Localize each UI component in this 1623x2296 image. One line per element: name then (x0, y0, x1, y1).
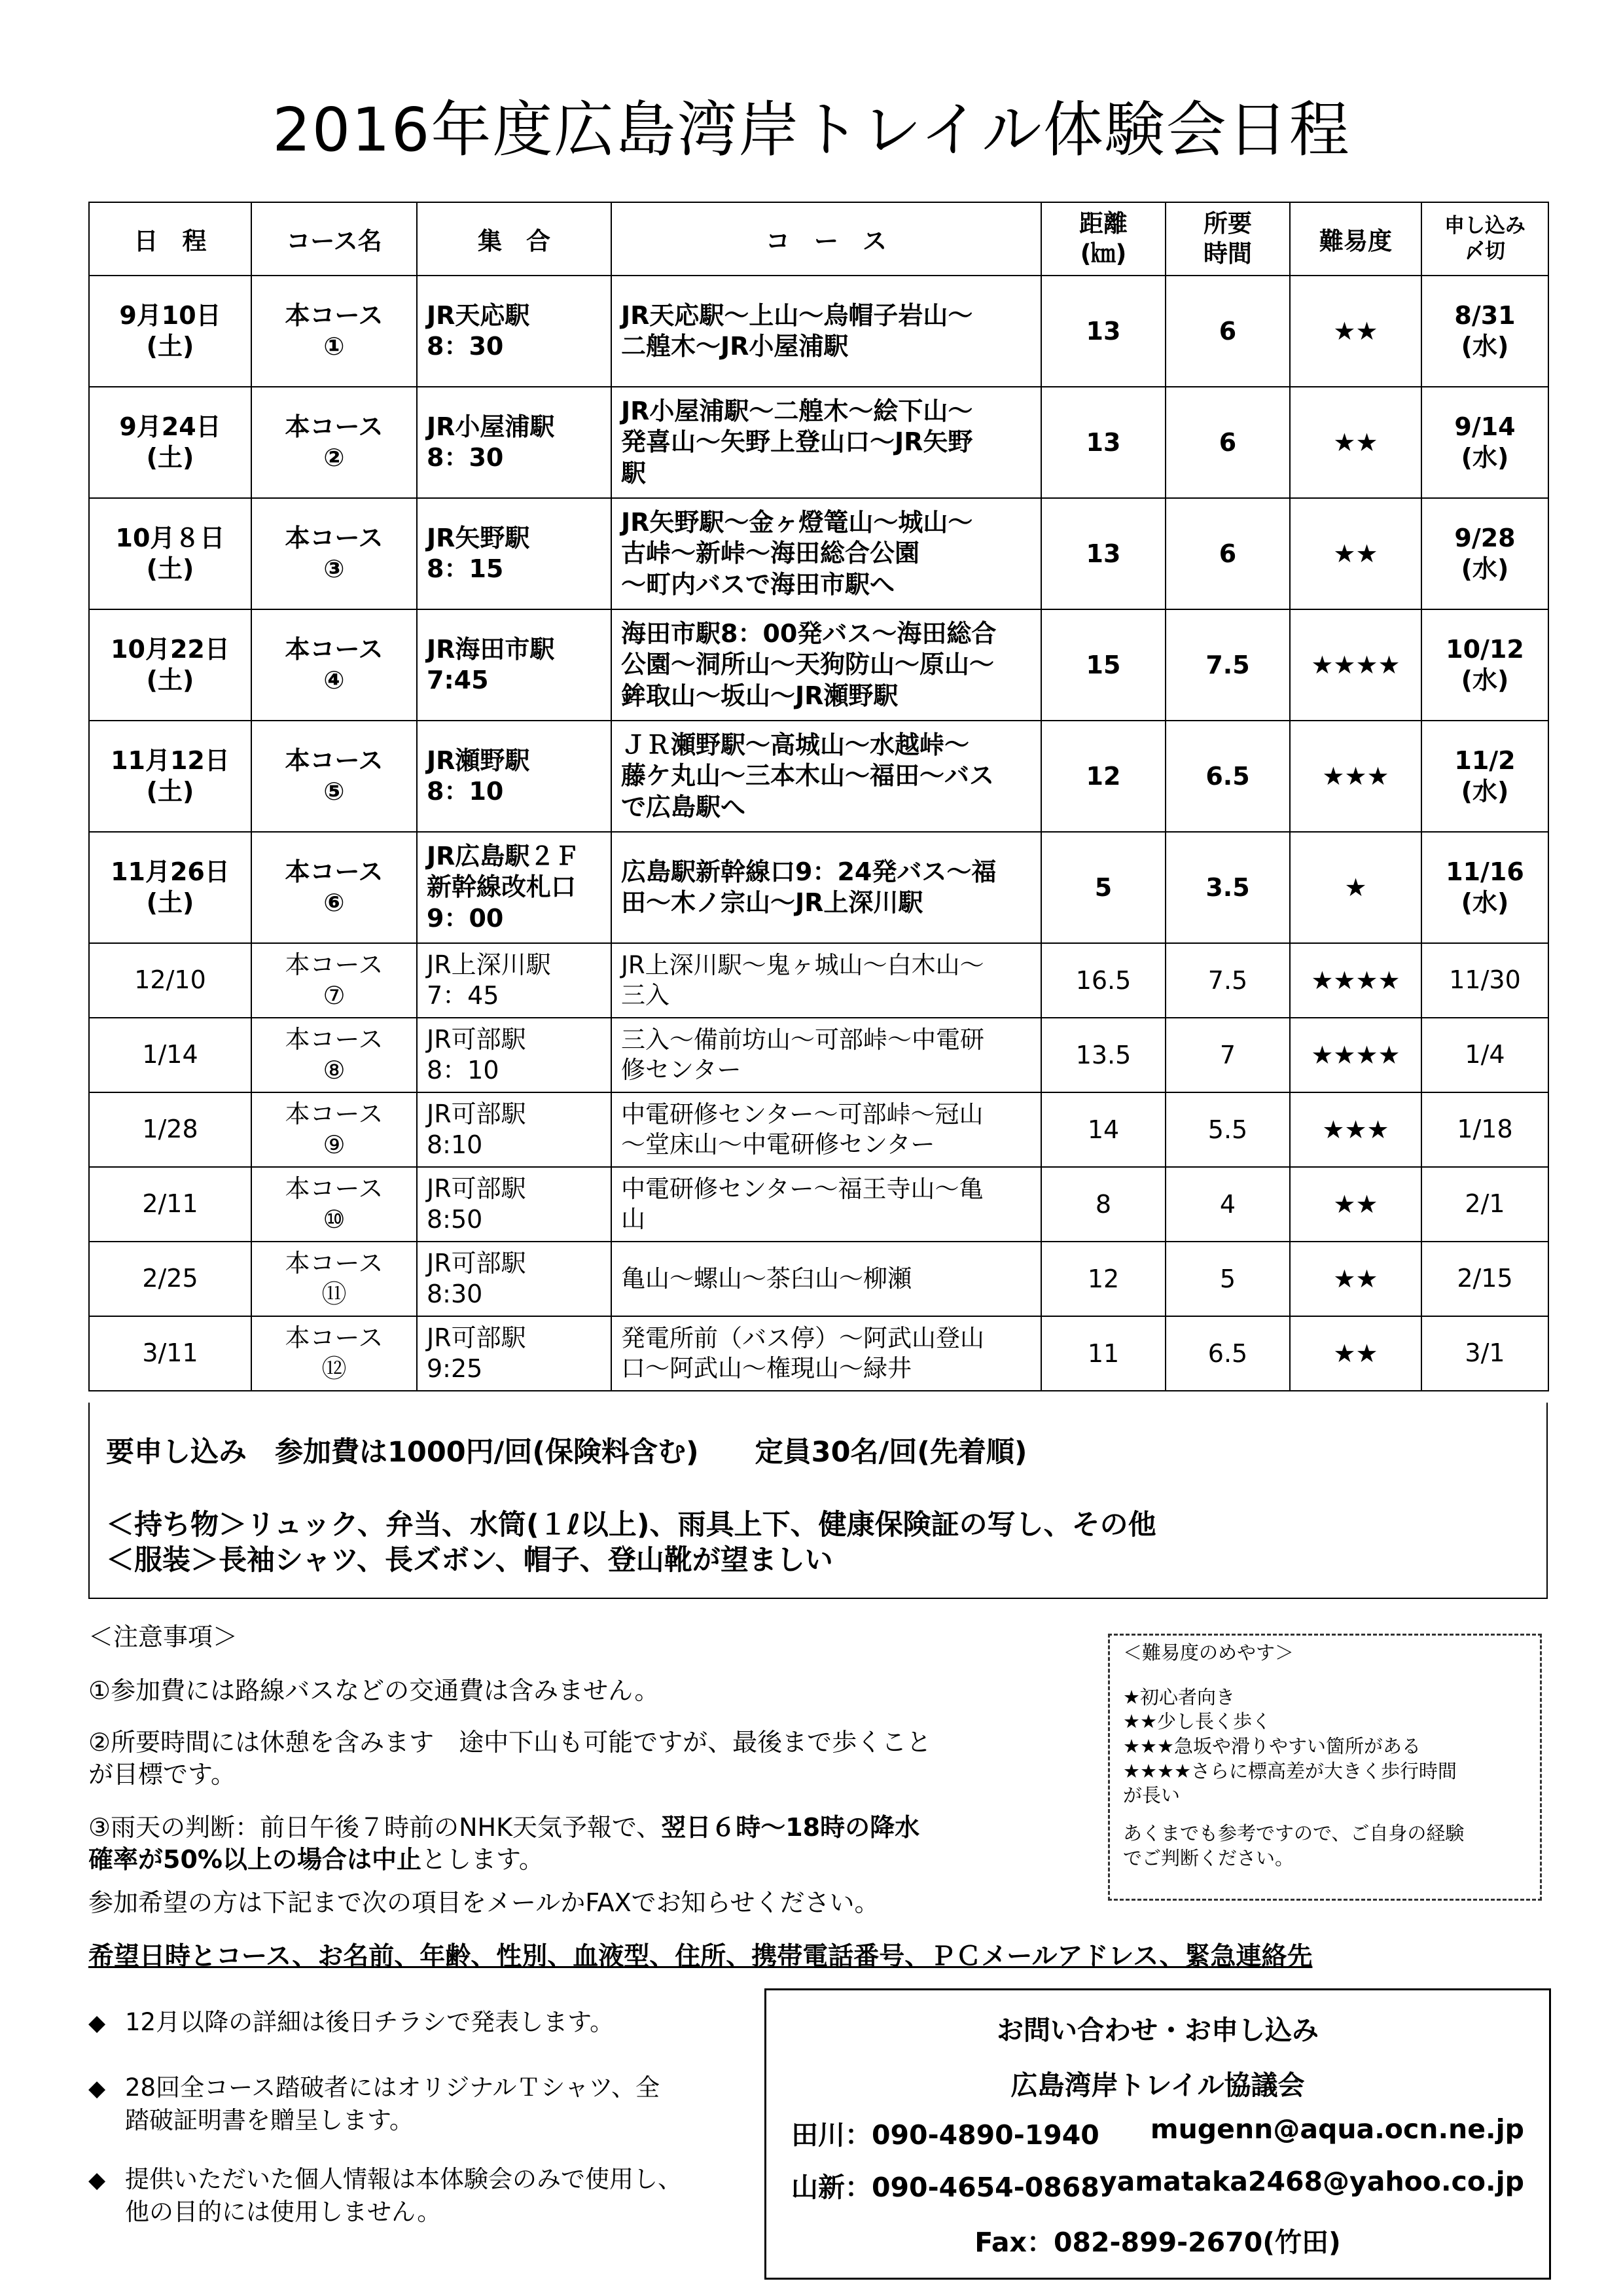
row-date: 10月22日 (土) (89, 609, 251, 721)
row-distance: 11 (1041, 1316, 1166, 1391)
contact-phone-2: 山新：090-4654-0868 (791, 2172, 1099, 2203)
row-difficulty: ★★ (1290, 387, 1421, 498)
apply-instruction: 参加希望の方は下記まで次の項目をメールかFAXでお知らせください。 (88, 1888, 880, 1917)
row-meeting-point: JR可部駅 8：10 (417, 1018, 611, 1092)
row-distance: 12 (1041, 1242, 1166, 1316)
row-deadline: 11/30 (1421, 943, 1548, 1018)
contact-email-1[interactable]: mugenn@aqua.ocn.ne.jp (1150, 2113, 1524, 2145)
row-deadline: 3/1 (1421, 1316, 1548, 1391)
table-row (89, 1167, 1548, 1242)
row-course-name: 本コース ⑩ (251, 1167, 417, 1242)
row-meeting-point: JR可部駅 8:10 (417, 1092, 611, 1167)
contact-phone-1: 田川：090-4890-1940 (791, 2119, 1099, 2151)
row-deadline: 10/12 (水) (1421, 609, 1548, 721)
row-deadline: 11/2 (水) (1421, 721, 1548, 832)
diamond-icon: ◆ (88, 2010, 106, 2036)
row-course-name: 本コース ⑧ (251, 1018, 417, 1092)
row-meeting-point: JR瀬野駅 8：10 (417, 721, 611, 832)
row-date: 2/25 (89, 1242, 251, 1316)
row-time: 6.5 (1166, 1316, 1290, 1391)
diamond-icon: ◆ (88, 2167, 106, 2193)
table-row (89, 387, 1548, 498)
row-course-name: 本コース ⑨ (251, 1092, 417, 1167)
diamond-icon: ◆ (88, 2075, 106, 2102)
row-distance: 8 (1041, 1167, 1166, 1242)
row-distance: 13 (1041, 387, 1166, 498)
bullet-1-text: 12月以降の詳細は後日チラシで発表します。 (125, 2008, 615, 2036)
row-course-route: 発電所前（バス停）～阿武山登山 口～阿武山～権現山～緑井 (611, 1316, 1041, 1391)
row-course-route: JR天応駅～上山～烏帽子岩山～ 二艎木～JR小屋浦駅 (611, 276, 1041, 387)
table-row (89, 1018, 1548, 1092)
schedule-table (88, 202, 1549, 1391)
row-meeting-point: JR可部駅 9:25 (417, 1316, 611, 1391)
row-date: 2/11 (89, 1167, 251, 1242)
row-difficulty: ★★★★ (1290, 609, 1421, 721)
note-1: ①参加費には路線バスなどの交通費は含みません。 (88, 1676, 660, 1705)
row-difficulty: ★★ (1290, 276, 1421, 387)
row-deadline: 1/4 (1421, 1018, 1548, 1092)
bullet-2 (88, 2072, 660, 2137)
row-time: 5.5 (1166, 1092, 1290, 1167)
row-date: 11月12日 (土) (89, 721, 251, 832)
row-course-name: 本コース ⑫ (251, 1316, 417, 1391)
row-difficulty: ★★★ (1290, 1092, 1421, 1167)
row-time: 3.5 (1166, 832, 1290, 943)
row-date: 1/14 (89, 1018, 251, 1092)
difficulty-level-4: ★★★★さらに標高差が大きく歩行時間 が長い (1123, 1759, 1457, 1807)
row-date: 10月８日 (土) (89, 498, 251, 609)
row-time: 4 (1166, 1167, 1290, 1242)
row-deadline: 2/1 (1421, 1167, 1548, 1242)
row-deadline: 9/14 (水) (1421, 387, 1548, 498)
row-distance: 5 (1041, 832, 1166, 943)
row-meeting-point: JR海田市駅 7:45 (417, 609, 611, 721)
notes-heading: ＜注意事項＞ (88, 1623, 238, 1651)
note-3-a: ③雨天の判断：前日午後７時前のNHK天気予報で、 (88, 1813, 662, 1842)
table-row (89, 1316, 1548, 1391)
row-distance: 13 (1041, 276, 1166, 387)
row-difficulty: ★★★ (1290, 721, 1421, 832)
clothes-line: ＜服装＞長袖シャツ、長ズボン、帽子、登山靴が望ましい (106, 1544, 833, 1577)
difficulty-guide-heading: ＜難易度のめやす＞ (1123, 1641, 1294, 1664)
header-course-name: コース名 (251, 202, 417, 276)
row-difficulty: ★★★★ (1290, 1018, 1421, 1092)
row-time: 6.5 (1166, 721, 1290, 832)
contact-email-2[interactable]: yamataka2468@yahoo.co.jp (1099, 2166, 1524, 2197)
row-difficulty: ★★★★ (1290, 943, 1421, 1018)
row-deadline: 11/16 (水) (1421, 832, 1548, 943)
row-time: 7.5 (1166, 943, 1290, 1018)
row-course-route: 中電研修センター～福王寺山～亀 山 (611, 1167, 1041, 1242)
fee-line: 要申し込み 参加費は1000円/回(保険料含む) 定員30名/回(先着順) (106, 1436, 1027, 1469)
required-fields: 希望日時とコース、お名前、年齢、性別、血液型、住所、携帯電話番号、ＰＣメールアドレス、緊急連絡先 (88, 1942, 1313, 1971)
row-course-name: 本コース ⑥ (251, 832, 417, 943)
header-distance: 距離 (㎞) (1041, 202, 1166, 276)
row-time: 6 (1166, 276, 1290, 387)
row-deadline: 2/15 (1421, 1242, 1548, 1316)
contact-heading: お問い合わせ・お申し込み (997, 2015, 1319, 2046)
row-date: 12/10 (89, 943, 251, 1018)
row-course-route: ＪＲ瀬野駅～高城山～水越峠～ 藤ケ丸山～三本木山～福田～バス で広島駅へ (611, 721, 1041, 832)
row-date: 9月10日 (土) (89, 276, 251, 387)
difficulty-level-3: ★★★急坂や滑りやすい箇所がある (1123, 1735, 1421, 1758)
table-row (89, 498, 1548, 609)
items-line: ＜持ち物＞リュック、弁当、水筒(１ℓ以上)、雨具上下、健康保険証の写し、その他 (106, 1509, 1156, 1541)
row-distance: 14 (1041, 1092, 1166, 1167)
row-course-route: 三入～備前坊山～可部峠～中電研 修センター (611, 1018, 1041, 1092)
row-deadline: 8/31 (水) (1421, 276, 1548, 387)
table-row (89, 609, 1548, 721)
row-distance: 13.5 (1041, 1018, 1166, 1092)
bullet-1 (88, 2006, 614, 2039)
note-3 (88, 1812, 1109, 1876)
row-course-route: 海田市駅8：00発バス～海田総合 公園～洞所山～天狗防山～原山～ 鉾取山～坂山～JR瀬野駅 (611, 609, 1041, 721)
info-box (88, 1403, 1548, 1599)
row-meeting-point: JR可部駅 8:30 (417, 1242, 611, 1316)
row-difficulty: ★★ (1290, 1242, 1421, 1316)
header-course: コ ー ス (611, 202, 1041, 276)
row-course-name: 本コース ④ (251, 609, 417, 721)
header-difficulty: 難易度 (1290, 202, 1421, 276)
row-course-route: JR上深川駅～鬼ヶ城山～白木山～ 三入 (611, 943, 1041, 1018)
row-course-name: 本コース ② (251, 387, 417, 498)
bullet-3 (88, 2163, 682, 2229)
header-date: 日 程 (89, 202, 251, 276)
row-date: 11月26日 (土) (89, 832, 251, 943)
contact-fax: Fax：082-899-2670(竹田) (974, 2227, 1341, 2258)
row-time: 5 (1166, 1242, 1290, 1316)
bullet-2-text: 28回全コース踏破者にはオリジナルＴシャツ、全 踏破証明書を贈呈します。 (125, 2073, 660, 2134)
table-row (89, 1092, 1548, 1167)
row-distance: 12 (1041, 721, 1166, 832)
row-course-name: 本コース ⑪ (251, 1242, 417, 1316)
row-difficulty: ★★ (1290, 1167, 1421, 1242)
difficulty-level-2: ★★少し長く歩く (1123, 1710, 1271, 1733)
note-3-c: とします。 (421, 1845, 544, 1874)
row-distance: 15 (1041, 609, 1166, 721)
contact-box (764, 1988, 1551, 2280)
row-time: 7 (1166, 1018, 1290, 1092)
table-header-row (89, 202, 1548, 276)
row-deadline: 1/18 (1421, 1092, 1548, 1167)
row-time: 6 (1166, 498, 1290, 609)
row-difficulty: ★★ (1290, 1316, 1421, 1391)
row-course-name: 本コース ⑤ (251, 721, 417, 832)
row-course-route: 亀山～螺山～茶臼山～柳瀬 (611, 1242, 1041, 1316)
header-meet: 集 合 (417, 202, 611, 276)
row-course-route: 中電研修センター～可部峠～冠山 ～堂床山～中電研修センター (611, 1092, 1041, 1167)
row-deadline: 9/28 (水) (1421, 498, 1548, 609)
row-meeting-point: JR広島駅２Ｆ 新幹線改札口 9：00 (417, 832, 611, 943)
row-course-name: 本コース ③ (251, 498, 417, 609)
row-distance: 16.5 (1041, 943, 1166, 1018)
table-row (89, 276, 1548, 387)
row-date: 9月24日 (土) (89, 387, 251, 498)
header-time: 所要 時間 (1166, 202, 1290, 276)
row-difficulty: ★ (1290, 832, 1421, 943)
row-date: 1/28 (89, 1092, 251, 1167)
row-date: 3/11 (89, 1316, 251, 1391)
row-time: 7.5 (1166, 609, 1290, 721)
page-title: 2016年度広島湾岸トレイル体験会日程 (272, 95, 1351, 165)
table-row (89, 832, 1548, 943)
row-course-route: JR矢野駅～金ヶ燈篭山～城山～ 古峠～新峠～海田総合公園 ～町内バスで海田市駅へ (611, 498, 1041, 609)
table-row (89, 943, 1548, 1018)
row-meeting-point: JR天応駅 8：30 (417, 276, 611, 387)
bullet-3-text: 提供いただいた個人情報は本体験会のみで使用し、 他の目的には使用しません。 (125, 2165, 682, 2226)
table-row (89, 721, 1548, 832)
row-difficulty: ★★ (1290, 498, 1421, 609)
note-2: ②所要時間には休憩を含みます 途中下山も可能ですが、最後まで歩くこと が目標です。 (88, 1728, 932, 1789)
difficulty-level-1: ★初心者向き (1123, 1685, 1235, 1708)
row-meeting-point: JR上深川駅 7：45 (417, 943, 611, 1018)
row-meeting-point: JR小屋浦駅 8：30 (417, 387, 611, 498)
note-3-b: 翌日６時～18時の降水 確率が50%以上の場合は中止 (88, 1813, 920, 1874)
row-distance: 13 (1041, 498, 1166, 609)
table-row (89, 1242, 1548, 1316)
row-course-route: 広島駅新幹線口9：24発バス～福 田～木ノ宗山～JR上深川駅 (611, 832, 1041, 943)
difficulty-guide (1108, 1634, 1542, 1901)
row-meeting-point: JR可部駅 8:50 (417, 1167, 611, 1242)
difficulty-guide-note: あくまでも参考ですので、ご自身の経験 でご判断ください。 (1123, 1822, 1465, 1869)
header-deadline: 申し込み 〆切 (1421, 202, 1548, 276)
row-course-name: 本コース ① (251, 276, 417, 387)
contact-organization: 広島湾岸トレイル協議会 (1010, 2070, 1305, 2101)
row-course-route: JR小屋浦駅～二艎木～絵下山～ 発喜山～矢野上登山口～JR矢野 駅 (611, 387, 1041, 498)
row-meeting-point: JR矢野駅 8：15 (417, 498, 611, 609)
row-time: 6 (1166, 387, 1290, 498)
row-course-name: 本コース ⑦ (251, 943, 417, 1018)
